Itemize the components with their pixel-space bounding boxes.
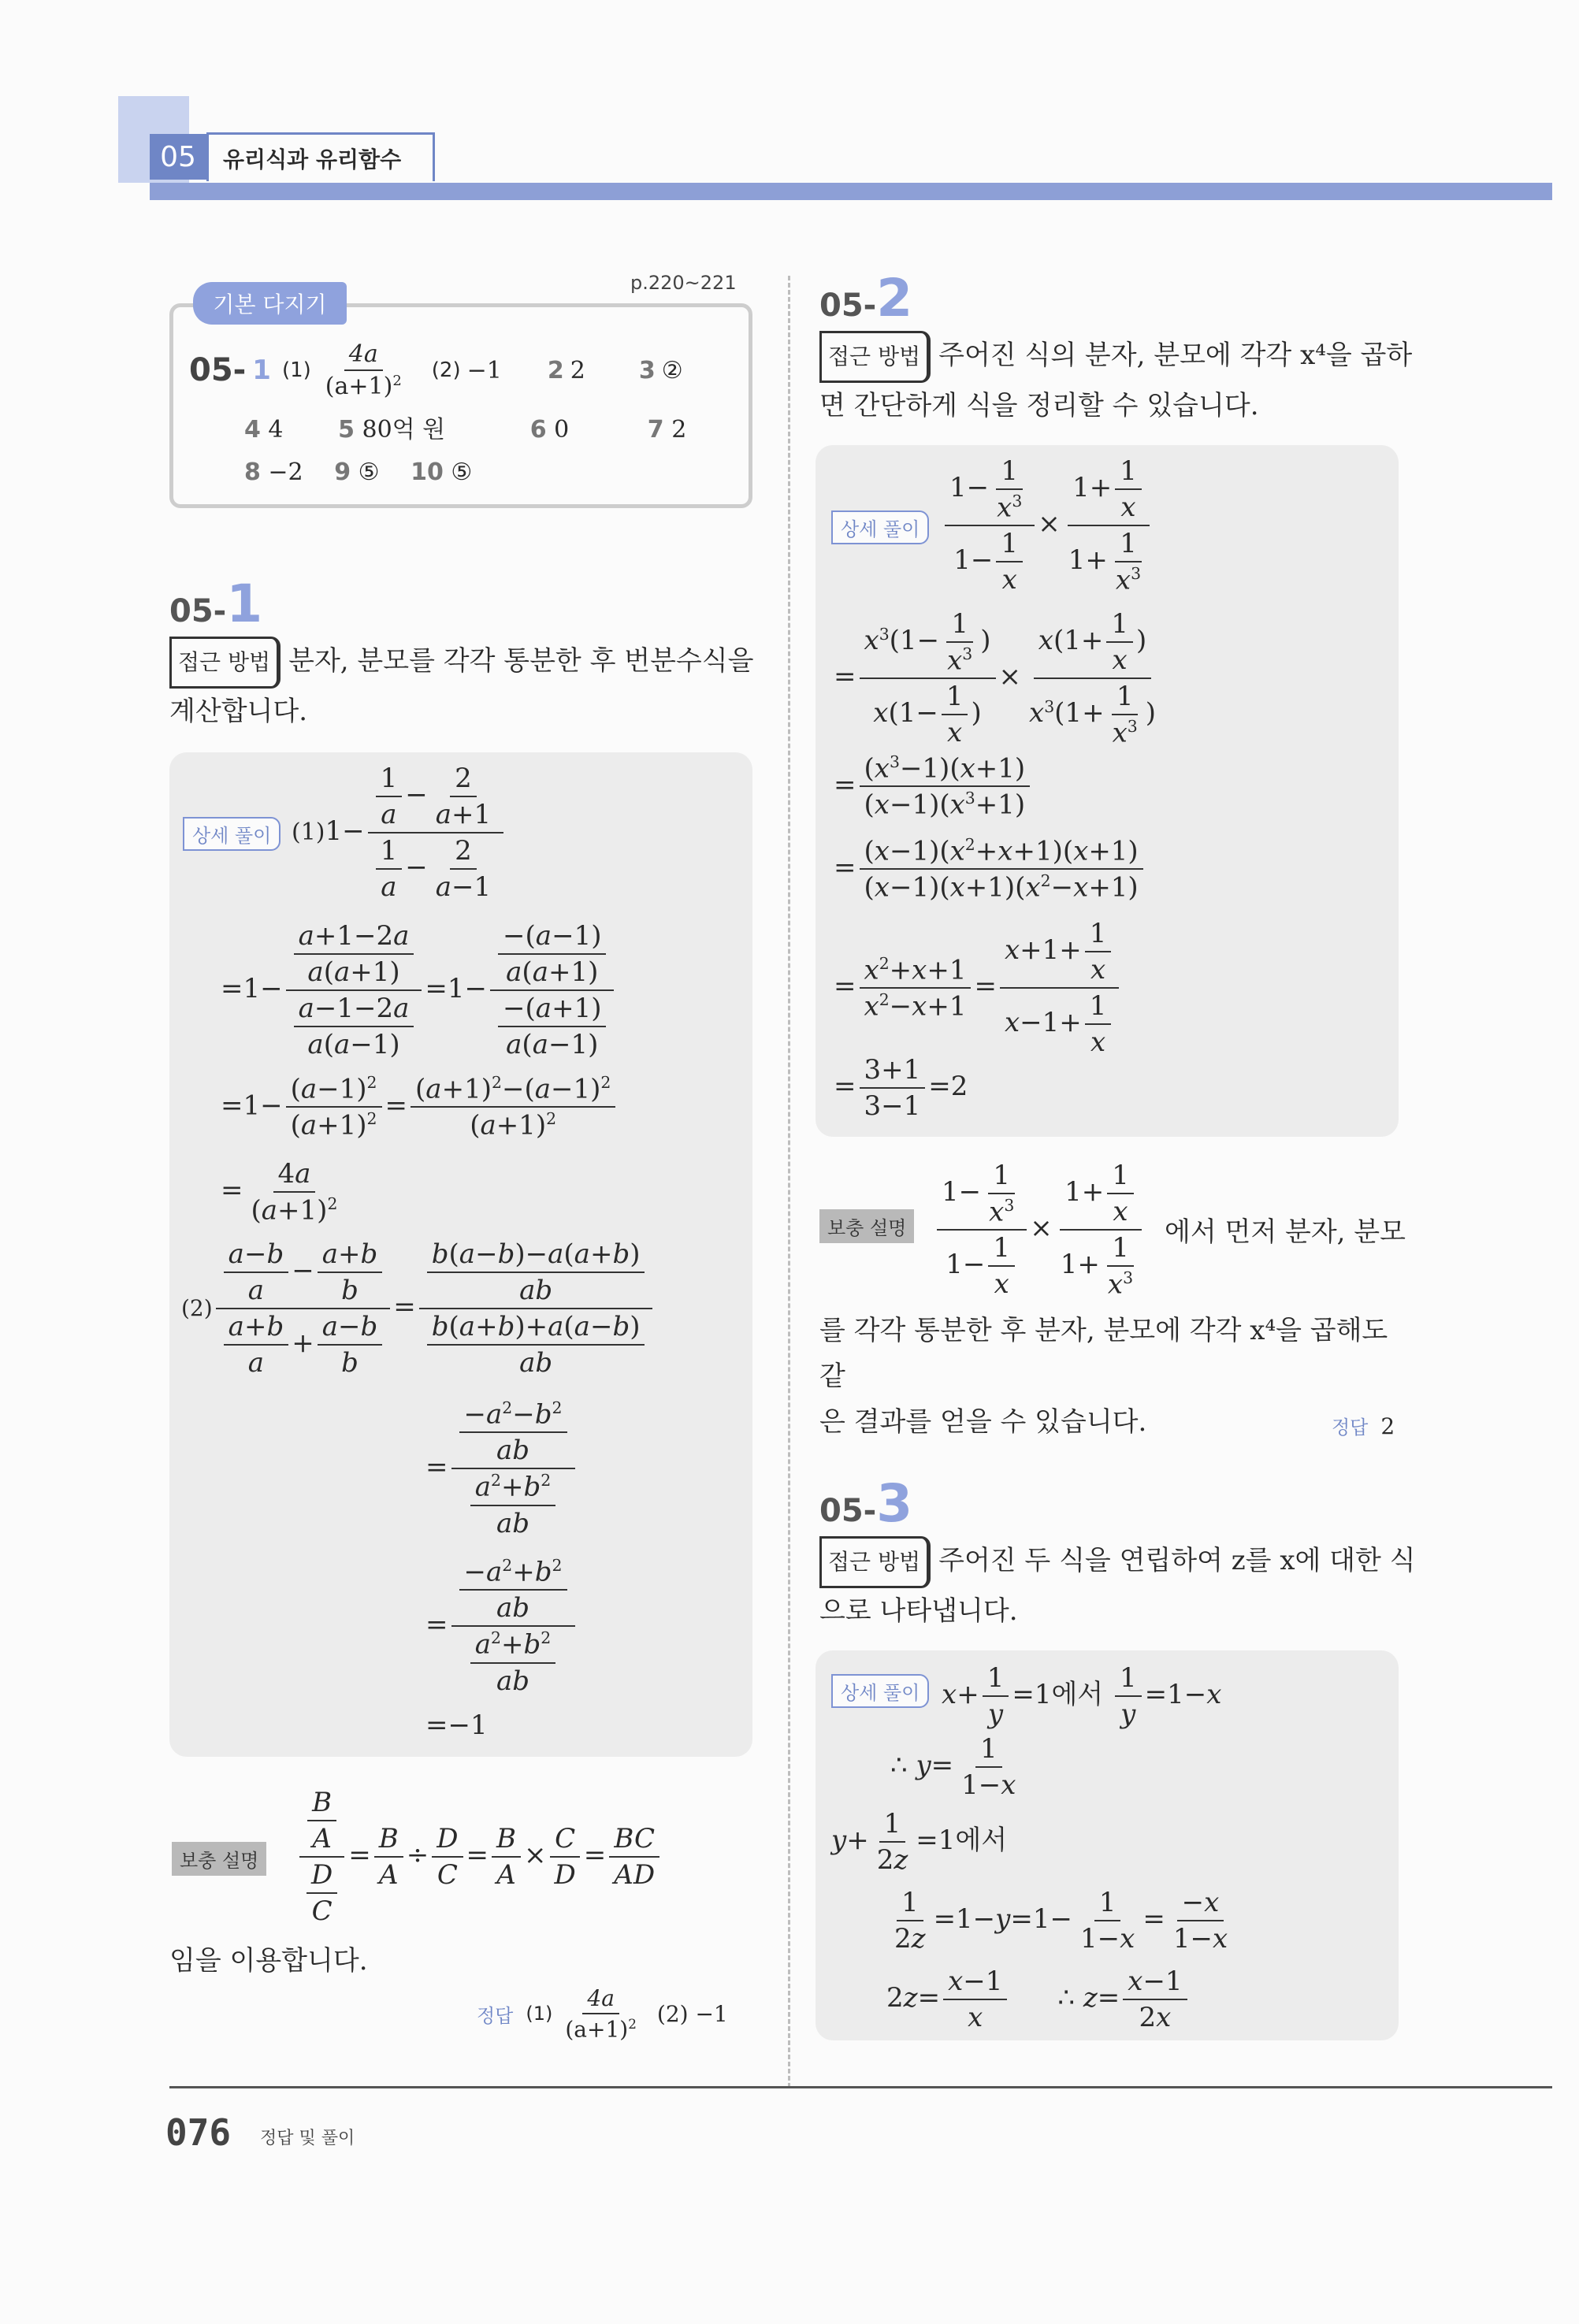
problem-1-approach: 접근 방법 분자, 분모를 각각 통분한 후 번분수식을 계산합니다. (169, 637, 760, 734)
math-p2-step3: = $\frac{(x-1)(x^2+x+1)(x+1)}{(x-1)(x+1)(x^2-x+1)}$ (834, 835, 1146, 904)
chapter-title: 유리식과 유리함수 (206, 132, 435, 181)
problem-1-heading: 05-1 (169, 574, 263, 634)
problem-1-answer: 정답 (1) 4a $(a+1)^2$ (2) −1 (477, 1985, 728, 2043)
basic-row-3: 8 −2 9 ⑤ 10 ⑤ (244, 458, 473, 486)
detail-label: 상세 풀이 (831, 1674, 929, 1708)
supplement-label: 보충 설명 (172, 1842, 266, 1876)
approach-label: 접근 방법 (819, 1536, 931, 1588)
supplement-2-text: 를 각각 통분한 후 분자, 분모에 각각 x⁴을 곱해도 같 은 결과를 얻을 수 있습니다. (819, 1315, 1388, 1438)
math-1-step1: =1− $\frac{\frac{a+1-2a}{a(a+1)}}{\frac{a-1-2a}{a(a-1)}}$ =1− $\frac{\frac{-(a-1)}{a(a+1)}}{\frac{-(a+1)}{a(a-1)}}$ (221, 920, 617, 1060)
math-1-step2: =1− $\frac{(a-1)^2}{(a+1)^2}$ = $\frac{(a+1)^2-(a-1)^2}{(a+1)^2}$ (221, 1073, 619, 1142)
math-1-main: (1)1− $\frac{1}{a}$ − $\frac{2}{a+1}$ $\frac{1}{a}$ − $\frac{2}{a-1}$ (292, 763, 507, 903)
footer-text: 정답 및 풀이 (260, 2129, 355, 2148)
math-2-step1: = $\frac{\frac{-a^2-b^2}{ab}}{\frac{a^2+b^2}{ab}}$ (425, 1398, 578, 1539)
problem-2-approach: 접근 방법 주어진 식의 분자, 분모에 각각 x⁴을 곱하 면 간단하게 식을 정리할 수 있습니다. (819, 331, 1418, 429)
problem-2-heading: 05-2 (819, 268, 913, 329)
math-2-result: =−1 (425, 1710, 488, 1741)
math-p3-line1: x+ $\frac{1}{y}$ =1에서 $\frac{1}{y}$ =1−x (942, 1662, 1222, 1730)
problem-3-approach: 접근 방법 주어진 두 식을 연립하여 z를 x에 대한 식 으로 나타냅니다. (819, 1536, 1418, 1634)
supplement-text: 임을 이용합니다. (169, 1945, 368, 1977)
column-divider (788, 276, 790, 2088)
basic-tab-label: 기본 다지기 (193, 282, 347, 325)
approach-label: 접근 방법 (819, 331, 931, 383)
math-p3-line2: ∴ y= $\frac{1}{1-x}$ (890, 1733, 1016, 1801)
approach-label: 접근 방법 (169, 637, 281, 689)
problem-2-answer: 정답 2 (1332, 1413, 1395, 1439)
supplement-2-tail: 에서 먼저 분자, 분모 (1165, 1216, 1406, 1248)
math-2-main: (2) $\frac{a-b}{a}$ − $\frac{a+b}{b}$ $\frac{a+b}{a}$ + $\frac{a-b}{b}$ = $\frac{\frac{b(a-b)-a(a+b)}{ab}}{\frac{b(a+b)+a(a-b)}{ab}}$ (181, 1238, 656, 1379)
supplement-formula: $\frac{\frac{B}{A}}{\frac{D}{C}}$ = $\frac{B}{A}$ ÷ $\frac{D}{C}$ = $\frac{B}{A}$ × $\frac{C}{D}$ = $\frac{BC}{AD}$ (295, 1787, 663, 1927)
footer-rule (169, 2086, 1552, 2088)
math-p2-step4: = $\frac{x^2+x+1}{x^2-x+1}$ = x+1+ $\frac{1}{x}$ x−1+ $\frac{1}{x}$ (834, 918, 1122, 1058)
supplement-label: 보충 설명 (819, 1209, 914, 1243)
supplement-2-formula: 1− $\frac{1}{x^3}$ 1− $\frac{1}{x}$ × 1+ $\frac{1}{x}$ 1+ $\frac{1}{x^3}$ (934, 1160, 1149, 1300)
math-p2-step2: = $\frac{(x^3-1)(x+1)}{(x-1)(x^3+1)}$ (834, 752, 1033, 821)
complex-fraction: $\frac{1}{a}$ − $\frac{2}{a+1}$ $\frac{1}{a}$ − $\frac{2}{a-1}$ (368, 763, 504, 903)
basic-row-1: 05- 1 (1) 4a $(a+1)^2$ (2) −1 2 2 3 ② (189, 340, 683, 400)
math-p3-line4: $\frac{1}{2z}$ =1−y=1− $\frac{1}{1-x}$ = $\frac{-x}{1-x}$ (894, 1887, 1228, 1955)
page-number: 076 (165, 2111, 232, 2154)
detail-label: 상세 풀이 (183, 817, 281, 851)
math-2-step2: = $\frac{\frac{-a^2+b^2}{ab}}{\frac{a^2+b^2}{ab}}$ (425, 1556, 578, 1697)
math-1-step3: = $\frac{4a}{(a+1)^2}$ (221, 1158, 338, 1227)
header-bar (150, 183, 1552, 200)
math-p2-step5: = $\frac{3+1}{3-1}$ =2 (834, 1054, 968, 1122)
math-p3-line3: y+ $\frac{1}{2z}$ =1에서 (831, 1808, 1008, 1876)
math-p2-main: 1− $\frac{1}{x^3}$ 1− $\frac{1}{x}$ × 1+ $\frac{1}{x}$ 1+ $\frac{1}{x^3}$ (942, 455, 1157, 596)
detail-label: 상세 풀이 (831, 510, 929, 544)
basic-row-2: 4 4 5 80억 원 6 0 7 2 (244, 416, 687, 444)
math-p3-line5: 2z= $\frac{x-1}{x}$ ∴ z= $\frac{x-1}{2x}$ (886, 1966, 1191, 2033)
page-reference: p.220~221 (630, 272, 737, 294)
problem-3-heading: 05-3 (819, 1473, 913, 1534)
math-p2-step1: = $x^3(1-$ $\frac{1}{x^3}$ ) x(1− $\frac{1}{x}$ ) × x(1+ $\frac{1}{x}$ ) $x^3(1+$ $\frac{1}{x^3}$ ) (834, 608, 1156, 749)
fraction: 4a $(a+1)^2$ (325, 340, 402, 400)
chapter-number: 05 (150, 134, 206, 180)
